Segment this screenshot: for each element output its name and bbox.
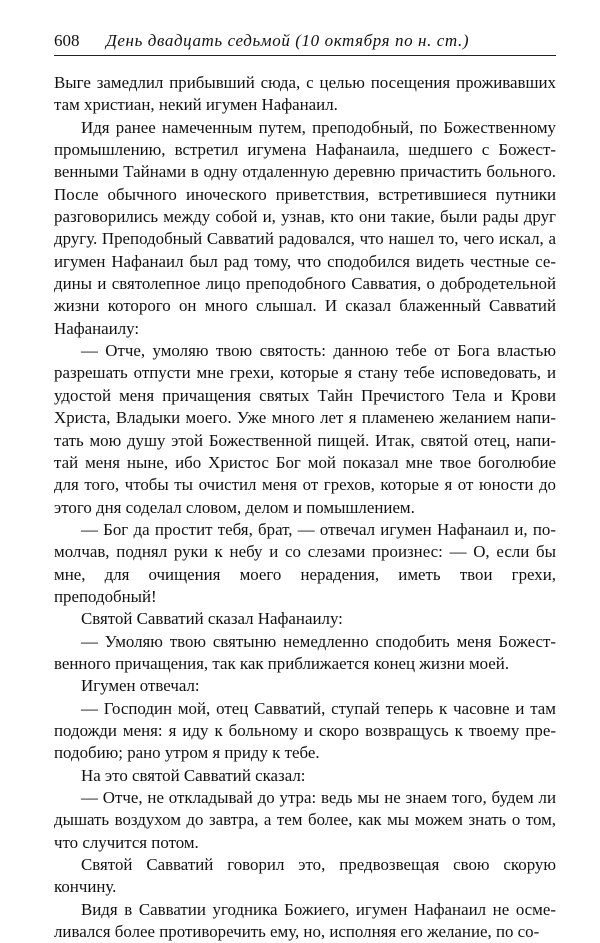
paragraph: Святой Савватий говорил это, предвозвещая свою скорую кончину. [54, 855, 556, 897]
paragraph: — Отче, не откладывай до утра: ведь мы не знаем того, будем ли дышать воздухом до завтра, а тем более, как мы можем знать о том, что случится потом. [54, 788, 556, 852]
paragraph: Видя в Савватии угодника Божиего, игумен Нафанаил не осмеливался более противоречить ему, но, исполняя его желание, по со- [54, 899, 556, 942]
running-title: День двадцать седьмой (10 октября по н. ст.) [106, 31, 470, 50]
paragraph: Святой Савватий сказал Нафанаилу: [81, 609, 343, 629]
paragraph: — Умоляю твою святыню немедленно сподобить меня Божественного причащения, так как приближается конец жизни моей. [54, 631, 556, 673]
paragraph: Игумен отвечал: [81, 676, 200, 696]
header-divider [54, 55, 556, 56]
paragraph: Идя ранее намеченным путем, преподобный, по Божественному промышлению, встретил игумена Нафанаила, шедшего с Божественными Тайнами в одну отдаленную деревню причастить больного. После обычного иноческого приветствия, встретившиеся путники разговорились между собой и, узнав, кто они такие, были рады друг другу. Преподобный Савватий радовался, что нашел то, чего искал, а игумен Нафанаил был рад тому, что сподобился видеть честные седины и святолепное лицо преподобного Савватия, о добродетельной жизни которого он много слышал. И сказал блаженный Савватий Нафанаилу: [54, 117, 556, 338]
page-number: 608 [54, 31, 80, 50]
page-header [54, 30, 556, 56]
paragraph: Выге замедлил прибывший сюда, с целью посещения проживавших там христиан, некий игумен Нафанаил. [54, 73, 556, 115]
paragraph: — Бог да простит тебя, брат, — отвечал игумен Нафанаил и, помолчав, поднял руки к небу и со слезами произнес: — О, если бы мне, для очищения моего нерадения, иметь твои грехи, преподобный! [54, 519, 556, 606]
body-text [54, 72, 556, 943]
paragraph: — Отче, умоляю твою святость: данною тебе от Бога властью разрешать отпусти мне грехи, которые я стану тебе исповедовать, и удостой меня причащения святых Тайн Пречистого Тела и Крови Христа, Владыки моего. Уже много лет я пламенею желанием напитать мою душу этой Божественной пищей. Итак, святой отец, напитай меня ныне, ибо Христос Бог мой показал мне твое боголюбие для того, чтобы ты очистил меня от грехов, которые я от юности до этого дня соделал словом, делом и помышлением. [54, 341, 556, 517]
paragraph: На это святой Савватий сказал: [81, 765, 306, 785]
paragraph: — Господин мой, отец Савватий, ступай теперь к часовне и там подожди меня: я иду к больному и скоро возвращусь к твоему преподобию; рано утром я приду к тебе. [54, 698, 556, 763]
